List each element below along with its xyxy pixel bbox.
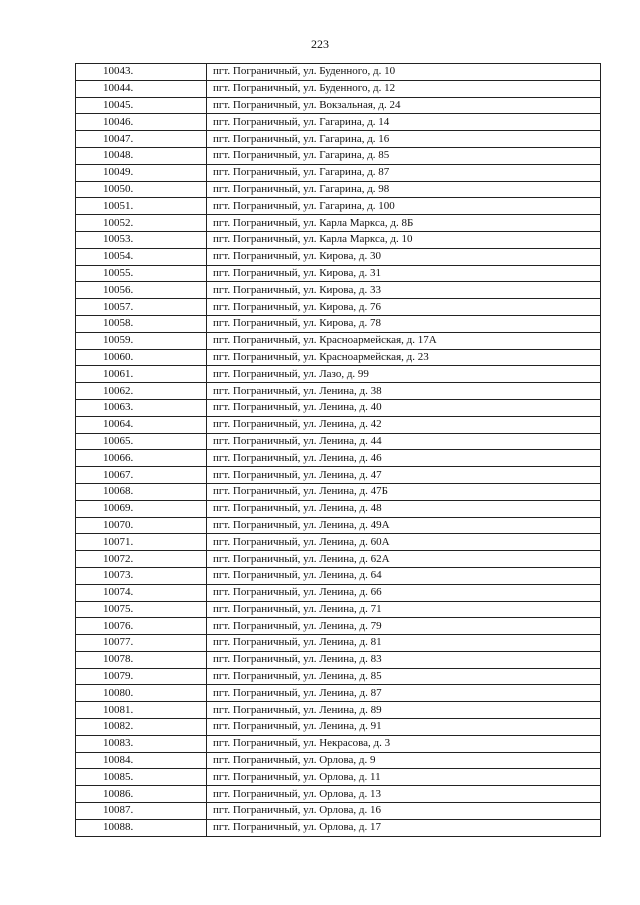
- table-row: [76, 147, 601, 164]
- table-row: [76, 651, 601, 668]
- address-cell: пгт. Пограничный, ул. Вокзальная, д. 24: [207, 97, 601, 114]
- address-cell: пгт. Пограничный, ул. Гагарина, д. 85: [207, 147, 601, 164]
- row-number-cell: 10043.: [76, 64, 207, 81]
- address-cell: пгт. Пограничный, ул. Кирова, д. 78: [207, 315, 601, 332]
- address-cell: пгт. Пограничный, ул. Кирова, д. 31: [207, 265, 601, 282]
- table-row: [76, 64, 601, 81]
- address-cell: пгт. Пограничный, ул. Ленина, д. 83: [207, 651, 601, 668]
- table-row: [76, 366, 601, 383]
- address-cell: пгт. Пограничный, ул. Карла Маркса, д. 8Б: [207, 215, 601, 232]
- table-row: [76, 483, 601, 500]
- address-cell: пгт. Пограничный, ул. Буденного, д. 10: [207, 64, 601, 81]
- row-number-cell: 10066.: [76, 450, 207, 467]
- address-cell: пгт. Пограничный, ул. Орлова, д. 9: [207, 752, 601, 769]
- address-cell: пгт. Пограничный, ул. Ленина, д. 48: [207, 500, 601, 517]
- row-number-cell: 10071.: [76, 534, 207, 551]
- table-row: [76, 752, 601, 769]
- row-number-cell: 10047.: [76, 131, 207, 148]
- address-cell: пгт. Пограничный, ул. Ленина, д. 89: [207, 702, 601, 719]
- table-row: [76, 786, 601, 803]
- address-cell: пгт. Пограничный, ул. Ленина, д. 60А: [207, 534, 601, 551]
- row-number-cell: 10070.: [76, 517, 207, 534]
- row-number-cell: 10050.: [76, 181, 207, 198]
- row-number-cell: 10065.: [76, 433, 207, 450]
- table-row: [76, 685, 601, 702]
- table-row: [76, 114, 601, 131]
- table-row: [76, 282, 601, 299]
- address-cell: пгт. Пограничный, ул. Орлова, д. 11: [207, 769, 601, 786]
- address-cell: пгт. Пограничный, ул. Ленина, д. 66: [207, 584, 601, 601]
- address-cell: пгт. Пограничный, ул. Ленина, д. 38: [207, 383, 601, 400]
- table-row: [76, 803, 601, 820]
- row-number-cell: 10068.: [76, 483, 207, 500]
- address-cell: пгт. Пограничный, ул. Ленина, д. 49А: [207, 517, 601, 534]
- table-row: [76, 601, 601, 618]
- address-cell: пгт. Пограничный, ул. Кирова, д. 30: [207, 248, 601, 265]
- row-number-cell: 10059.: [76, 332, 207, 349]
- row-number-cell: 10088.: [76, 819, 207, 836]
- table-row: [76, 198, 601, 215]
- address-cell: пгт. Пограничный, ул. Ленина, д. 62А: [207, 551, 601, 568]
- row-number-cell: 10060.: [76, 349, 207, 366]
- row-number-cell: 10087.: [76, 803, 207, 820]
- table-row: [76, 416, 601, 433]
- address-cell: пгт. Пограничный, ул. Красноармейская, д. 17А: [207, 332, 601, 349]
- table-row: [76, 635, 601, 652]
- row-number-cell: 10057.: [76, 299, 207, 316]
- row-number-cell: 10072.: [76, 551, 207, 568]
- row-number-cell: 10086.: [76, 786, 207, 803]
- address-cell: пгт. Пограничный, ул. Ленина, д. 64: [207, 567, 601, 584]
- table-row: [76, 819, 601, 836]
- address-cell: пгт. Пограничный, ул. Ленина, д. 71: [207, 601, 601, 618]
- row-number-cell: 10079.: [76, 668, 207, 685]
- table-row: [76, 517, 601, 534]
- row-number-cell: 10074.: [76, 584, 207, 601]
- address-cell: пгт. Пограничный, ул. Гагарина, д. 87: [207, 164, 601, 181]
- row-number-cell: 10055.: [76, 265, 207, 282]
- row-number-cell: 10082.: [76, 719, 207, 736]
- row-number-cell: 10076.: [76, 618, 207, 635]
- address-registry-table: [75, 63, 601, 837]
- row-number-cell: 10051.: [76, 198, 207, 215]
- table-row: [76, 433, 601, 450]
- row-number-cell: 10081.: [76, 702, 207, 719]
- table-row: [76, 231, 601, 248]
- table-row: [76, 450, 601, 467]
- address-cell: пгт. Пограничный, ул. Гагарина, д. 16: [207, 131, 601, 148]
- address-cell: пгт. Пограничный, ул. Лазо, д. 99: [207, 366, 601, 383]
- address-cell: пгт. Пограничный, ул. Гагарина, д. 98: [207, 181, 601, 198]
- row-number-cell: 10083.: [76, 735, 207, 752]
- row-number-cell: 10078.: [76, 651, 207, 668]
- row-number-cell: 10061.: [76, 366, 207, 383]
- row-number-cell: 10073.: [76, 567, 207, 584]
- row-number-cell: 10054.: [76, 248, 207, 265]
- table-row: [76, 164, 601, 181]
- page-number: 223: [311, 37, 329, 51]
- address-cell: пгт. Пограничный, ул. Ленина, д. 81: [207, 635, 601, 652]
- row-number-cell: 10067.: [76, 467, 207, 484]
- row-number-cell: 10064.: [76, 416, 207, 433]
- table-row: [76, 735, 601, 752]
- row-number-cell: 10048.: [76, 147, 207, 164]
- address-cell: пгт. Пограничный, ул. Орлова, д. 13: [207, 786, 601, 803]
- row-number-cell: 10049.: [76, 164, 207, 181]
- table-row: [76, 97, 601, 114]
- address-cell: пгт. Пограничный, ул. Ленина, д. 85: [207, 668, 601, 685]
- address-cell: пгт. Пограничный, ул. Орлова, д. 16: [207, 803, 601, 820]
- table-row: [76, 131, 601, 148]
- table-row: [76, 769, 601, 786]
- address-cell: пгт. Пограничный, ул. Ленина, д. 44: [207, 433, 601, 450]
- address-cell: пгт. Пограничный, ул. Ленина, д. 79: [207, 618, 601, 635]
- address-cell: пгт. Пограничный, ул. Гагарина, д. 100: [207, 198, 601, 215]
- table-row: [76, 399, 601, 416]
- address-cell: пгт. Пограничный, ул. Кирова, д. 33: [207, 282, 601, 299]
- table-row: [76, 551, 601, 568]
- row-number-cell: 10044.: [76, 80, 207, 97]
- address-cell: пгт. Пограничный, ул. Гагарина, д. 14: [207, 114, 601, 131]
- row-number-cell: 10069.: [76, 500, 207, 517]
- address-cell: пгт. Пограничный, ул. Буденного, д. 12: [207, 80, 601, 97]
- row-number-cell: 10045.: [76, 97, 207, 114]
- row-number-cell: 10052.: [76, 215, 207, 232]
- address-cell: пгт. Пограничный, ул. Карла Маркса, д. 10: [207, 231, 601, 248]
- address-cell: пгт. Пограничный, ул. Ленина, д. 42: [207, 416, 601, 433]
- table-row: [76, 584, 601, 601]
- row-number-cell: 10058.: [76, 315, 207, 332]
- table-row: [76, 315, 601, 332]
- table-row: [76, 668, 601, 685]
- address-cell: пгт. Пограничный, ул. Ленина, д. 47: [207, 467, 601, 484]
- table-row: [76, 618, 601, 635]
- table-row: [76, 719, 601, 736]
- address-cell: пгт. Пограничный, ул. Кирова, д. 76: [207, 299, 601, 316]
- table-row: [76, 215, 601, 232]
- table-row: [76, 500, 601, 517]
- address-cell: пгт. Пограничный, ул. Ленина, д. 46: [207, 450, 601, 467]
- row-number-cell: 10063.: [76, 399, 207, 416]
- address-cell: пгт. Пограничный, ул. Ленина, д. 40: [207, 399, 601, 416]
- address-cell: пгт. Пограничный, ул. Ленина, д. 87: [207, 685, 601, 702]
- address-cell: пгт. Пограничный, ул. Ленина, д. 91: [207, 719, 601, 736]
- table-row: [76, 332, 601, 349]
- table-row: [76, 181, 601, 198]
- row-number-cell: 10075.: [76, 601, 207, 618]
- address-cell: пгт. Пограничный, ул. Ленина, д. 47Б: [207, 483, 601, 500]
- table-row: [76, 702, 601, 719]
- row-number-cell: 10062.: [76, 383, 207, 400]
- table-row: [76, 567, 601, 584]
- address-cell: пгт. Пограничный, ул. Некрасова, д. 3: [207, 735, 601, 752]
- row-number-cell: 10053.: [76, 231, 207, 248]
- row-number-cell: 10080.: [76, 685, 207, 702]
- table-body: [76, 64, 601, 837]
- row-number-cell: 10084.: [76, 752, 207, 769]
- row-number-cell: 10085.: [76, 769, 207, 786]
- row-number-cell: 10056.: [76, 282, 207, 299]
- table-row: [76, 349, 601, 366]
- address-cell: пгт. Пограничный, ул. Орлова, д. 17: [207, 819, 601, 836]
- table-row: [76, 534, 601, 551]
- table-row: [76, 80, 601, 97]
- table-row: [76, 265, 601, 282]
- address-cell: пгт. Пограничный, ул. Красноармейская, д. 23: [207, 349, 601, 366]
- table-row: [76, 299, 601, 316]
- table-row: [76, 383, 601, 400]
- table-row: [76, 248, 601, 265]
- row-number-cell: 10077.: [76, 635, 207, 652]
- table-row: [76, 467, 601, 484]
- row-number-cell: 10046.: [76, 114, 207, 131]
